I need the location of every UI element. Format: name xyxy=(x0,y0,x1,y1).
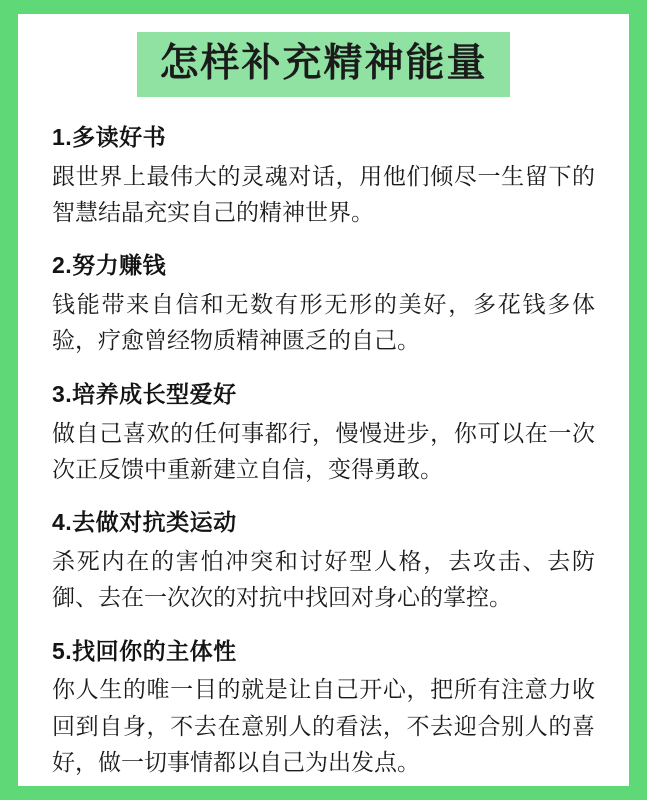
section-heading: 5.找回你的主体性 xyxy=(52,637,237,664)
list-item xyxy=(52,637,595,781)
section-heading: 1.多读好书 xyxy=(52,124,167,150)
section-text: 你人生的唯一目的就是让自己开心，把所有注意力收回到自身，不去在意别人的看法，不去迎合别人的喜好，做一切事情都以自己为出发点。 xyxy=(52,676,595,776)
section-heading: 2.努力赚钱 xyxy=(52,252,167,279)
article-body xyxy=(18,123,629,780)
page-title: 怎样补充精神能量 xyxy=(137,32,509,97)
section-heading: 3.培养成长型爱好 xyxy=(52,380,237,407)
section-text: 钱能带来自信和无数有形无形的美好，多花钱多体验，疗愈曾经物质精神匮乏的自己。 xyxy=(52,291,595,354)
section-text: 杀死内在的害怕冲突和讨好型人格，去攻击、去防御、去在一次次的对抗中找回对身心的掌控。 xyxy=(52,547,595,611)
content-card xyxy=(18,14,629,786)
section-text: 跟世界上最伟大的灵魂对话，用他们倾尽一生留下的智慧结晶充实自己的精神世界。 xyxy=(52,162,595,226)
section-heading: 4.去做对抗类运动 xyxy=(52,509,237,536)
list-item xyxy=(52,508,595,615)
section-text: 做自己喜欢的任何事都行，慢慢进步，你可以在一次次正反馈中重新建立自信，变得勇敢。 xyxy=(52,419,595,482)
list-item xyxy=(52,380,595,487)
list-item xyxy=(52,123,595,230)
list-item xyxy=(52,251,595,358)
page-title-container xyxy=(18,32,629,97)
